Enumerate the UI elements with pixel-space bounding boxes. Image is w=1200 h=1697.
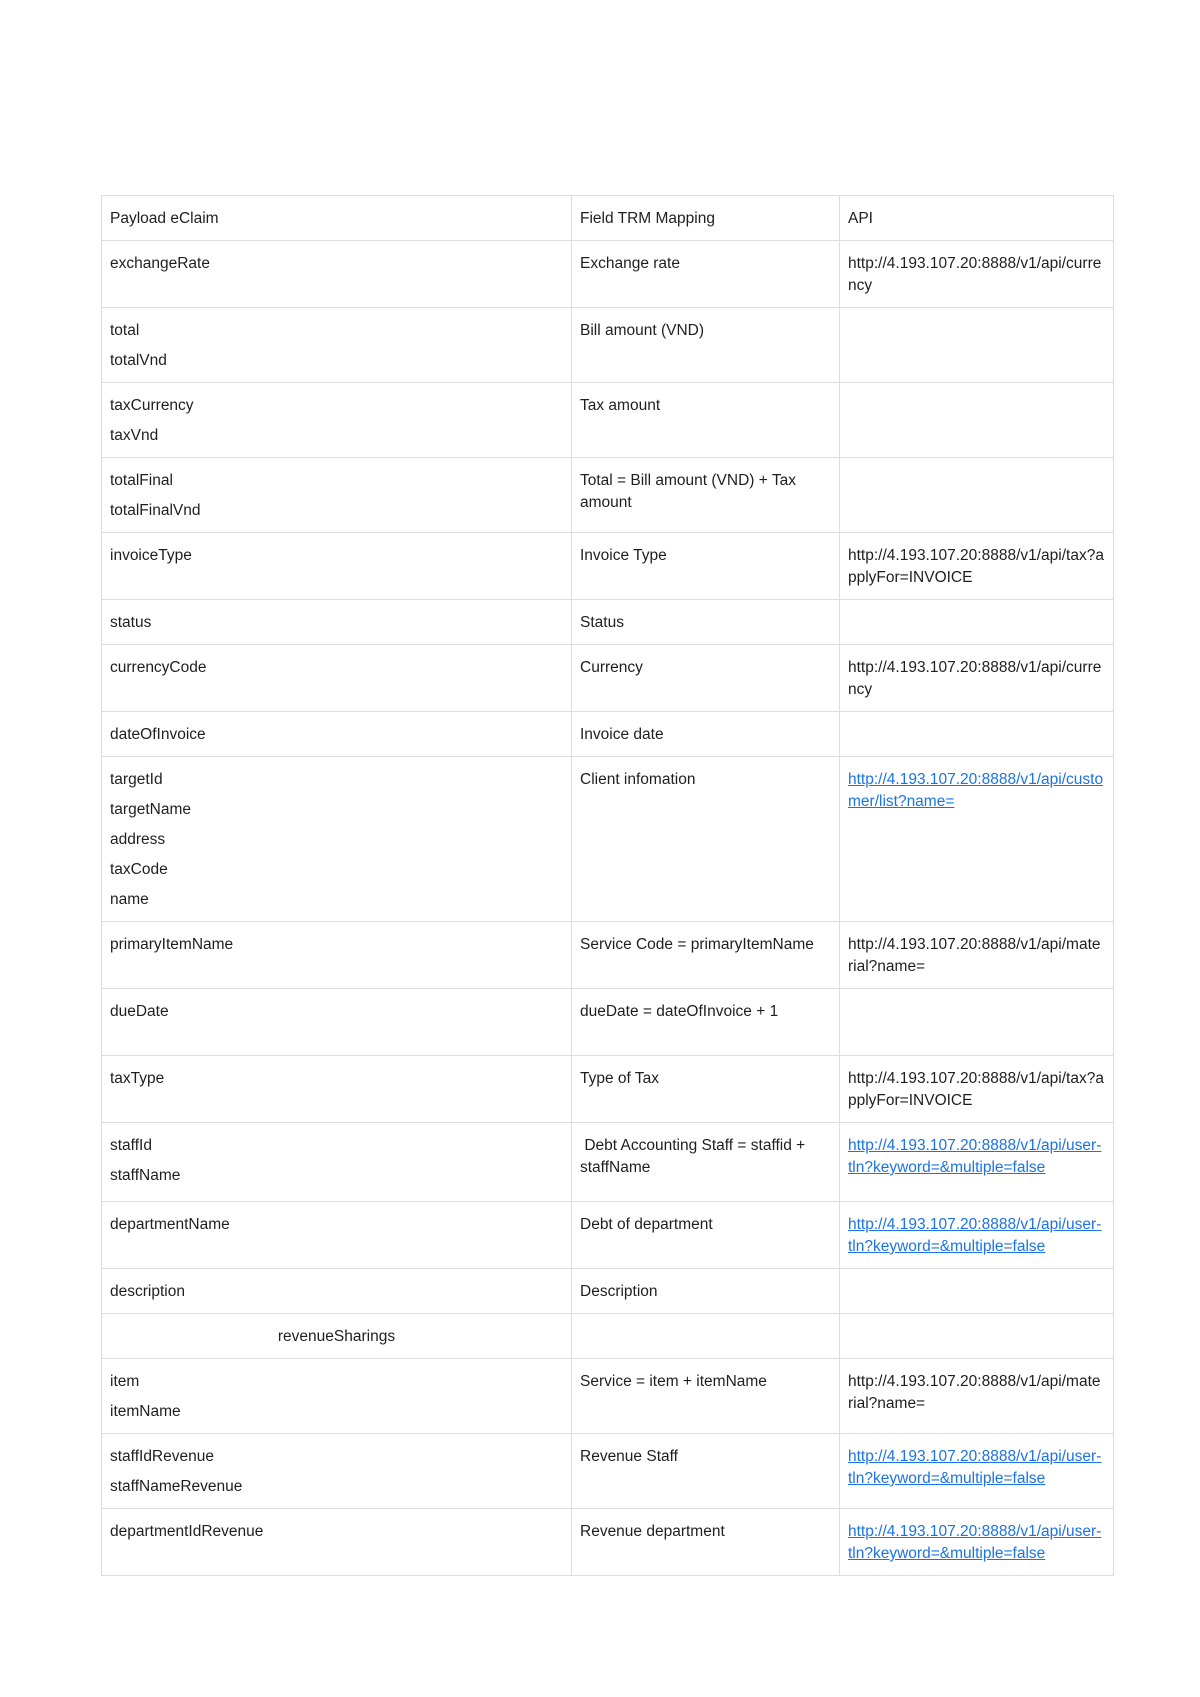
payload-cell: [102, 1434, 572, 1509]
payload-cell: [102, 308, 572, 383]
payload-field: description: [110, 1283, 185, 1300]
mapping-cell: [572, 533, 840, 600]
payload-field: taxType: [110, 1070, 165, 1087]
mapping-text: Service Code = primaryItemName: [580, 936, 814, 953]
payload-cell: [102, 757, 572, 922]
payload-cell: [102, 1359, 572, 1434]
mapping-text: Revenue Staff: [580, 1448, 678, 1465]
api-link[interactable]: http://4.193.107.20:8888/v1/api/user-tln?keyword=&multiple=false: [848, 1523, 1102, 1562]
payload-field: item: [110, 1373, 140, 1390]
mapping-cell: [572, 922, 840, 989]
api-cell: [840, 383, 1114, 458]
payload-field: staffName: [110, 1167, 181, 1184]
mapping-cell: [572, 1202, 840, 1269]
section-empty-mapping-cell: [572, 1314, 840, 1359]
payload-cell: [102, 1269, 572, 1314]
field-mapping-table: [101, 195, 1114, 1576]
mapping-text: Currency: [580, 659, 643, 676]
payload-field: totalFinal: [110, 472, 173, 489]
header-mapping: Field TRM Mapping: [580, 210, 715, 227]
table-row: [102, 989, 1114, 1056]
section-row-revenue-sharings: [102, 1314, 1114, 1359]
table-row: [102, 1359, 1114, 1434]
table-row: [102, 533, 1114, 600]
api-link[interactable]: http://4.193.107.20:8888/v1/api/user-tln?keyword=&multiple=false: [848, 1448, 1102, 1487]
mapping-text: Status: [580, 614, 624, 631]
api-cell: [840, 1269, 1114, 1314]
payload-field: targetName: [110, 801, 191, 818]
api-cell: [840, 241, 1114, 308]
mapping-text: Exchange rate: [580, 255, 680, 272]
section-empty-api-cell: [840, 1314, 1114, 1359]
mapping-cell: [572, 1056, 840, 1123]
api-url-text: http://4.193.107.20:8888/v1/api/material?name=: [848, 1373, 1101, 1412]
mapping-text: Type of Tax: [580, 1070, 659, 1087]
mapping-text: Invoice date: [580, 726, 664, 743]
table-row: [102, 1269, 1114, 1314]
section-title-cell: [102, 1314, 572, 1359]
payload-field: primaryItemName: [110, 936, 234, 953]
payload-cell: [102, 533, 572, 600]
mapping-cell: [572, 1434, 840, 1509]
api-url-text: http://4.193.107.20:8888/v1/api/tax?applyFor=INVOICE: [848, 1070, 1104, 1109]
mapping-cell: [572, 1269, 840, 1314]
payload-field: departmentIdRevenue: [110, 1523, 264, 1540]
mapping-text: Total = Bill amount (VND) + Tax amount: [580, 472, 801, 511]
payload-cell: [102, 458, 572, 533]
payload-field: taxCode: [110, 861, 168, 878]
payload-cell: [102, 922, 572, 989]
mapping-text: Tax amount: [580, 397, 661, 414]
table-row: [102, 1123, 1114, 1202]
api-cell: [840, 645, 1114, 712]
payload-field: total: [110, 322, 140, 339]
mapping-cell: [572, 645, 840, 712]
payload-field: staffId: [110, 1137, 152, 1154]
payload-cell: [102, 645, 572, 712]
table-body: [102, 196, 1114, 1576]
mapping-cell: [572, 1123, 840, 1202]
table-row: [102, 308, 1114, 383]
payload-field: address: [110, 831, 166, 848]
table-row: [102, 1509, 1114, 1576]
api-url-text: http://4.193.107.20:8888/v1/api/material?name=: [848, 936, 1101, 975]
api-cell: [840, 1202, 1114, 1269]
header-payload-cell: [102, 196, 572, 241]
mapping-text: Debt of department: [580, 1216, 713, 1233]
mapping-cell: [572, 757, 840, 922]
document-page: [101, 195, 1113, 1576]
mapping-text: Revenue department: [580, 1523, 725, 1540]
table-row: [102, 600, 1114, 645]
header-api-cell: [840, 196, 1114, 241]
header-mapping-cell: [572, 196, 840, 241]
payload-field: departmentName: [110, 1216, 230, 1233]
mapping-text: Service = item + itemName: [580, 1373, 767, 1390]
payload-field: currencyCode: [110, 659, 207, 676]
payload-field: invoiceType: [110, 547, 192, 564]
api-cell: [840, 533, 1114, 600]
section-title: revenueSharings: [277, 1328, 396, 1345]
table-header-row: [102, 196, 1114, 241]
api-cell: [840, 458, 1114, 533]
api-cell: [840, 757, 1114, 922]
table-row: [102, 1434, 1114, 1509]
header-payload: Payload eClaim: [110, 210, 219, 227]
payload-cell: [102, 1202, 572, 1269]
payload-field: taxCurrency: [110, 397, 194, 414]
payload-field: dateOfInvoice: [110, 726, 206, 743]
mapping-text: Description: [580, 1283, 658, 1300]
api-cell: [840, 1056, 1114, 1123]
api-cell: [840, 1123, 1114, 1202]
payload-field: targetId: [110, 771, 163, 788]
payload-field: itemName: [110, 1403, 181, 1420]
table-row: [102, 922, 1114, 989]
payload-field: name: [110, 891, 149, 908]
mapping-cell: [572, 600, 840, 645]
table-row: [102, 241, 1114, 308]
api-cell: [840, 1359, 1114, 1434]
api-url-text: http://4.193.107.20:8888/v1/api/tax?applyFor=INVOICE: [848, 547, 1104, 586]
mapping-cell: [572, 241, 840, 308]
mapping-cell: [572, 383, 840, 458]
table-row: [102, 458, 1114, 533]
api-url-text: http://4.193.107.20:8888/v1/api/currency: [848, 659, 1102, 698]
payload-field: staffNameRevenue: [110, 1478, 243, 1495]
payload-cell: [102, 1056, 572, 1123]
payload-field: taxVnd: [110, 427, 159, 444]
mapping-text: Client infomation: [580, 771, 696, 788]
api-cell: [840, 1509, 1114, 1576]
api-url-text: http://4.193.107.20:8888/v1/api/currency: [848, 255, 1102, 294]
mapping-cell: [572, 458, 840, 533]
api-link[interactable]: http://4.193.107.20:8888/v1/api/user-tln?keyword=&multiple=false: [848, 1137, 1102, 1176]
payload-field: totalVnd: [110, 352, 167, 369]
table-row: [102, 1202, 1114, 1269]
payload-cell: [102, 383, 572, 458]
api-cell: [840, 308, 1114, 383]
payload-field: exchangeRate: [110, 255, 210, 272]
payload-cell: [102, 989, 572, 1056]
header-api: API: [848, 210, 873, 227]
api-cell: [840, 712, 1114, 757]
table-row: [102, 757, 1114, 922]
mapping-text: dueDate = dateOfInvoice + 1: [580, 1003, 779, 1020]
api-link[interactable]: http://4.193.107.20:8888/v1/api/user-tln?keyword=&multiple=false: [848, 1216, 1102, 1255]
mapping-cell: [572, 1509, 840, 1576]
mapping-text: Debt Accounting Staff = staffid + staffName: [580, 1137, 810, 1176]
api-cell: [840, 989, 1114, 1056]
table-row: [102, 383, 1114, 458]
table-row: [102, 645, 1114, 712]
payload-cell: [102, 241, 572, 308]
mapping-text: Bill amount (VND): [580, 322, 705, 339]
api-link[interactable]: http://4.193.107.20:8888/v1/api/customer/list?name=: [848, 771, 1104, 810]
api-cell: [840, 1434, 1114, 1509]
mapping-text: Invoice Type: [580, 547, 667, 564]
table-row: [102, 1056, 1114, 1123]
payload-field: staffIdRevenue: [110, 1448, 214, 1465]
table-row: [102, 712, 1114, 757]
mapping-cell: [572, 1359, 840, 1434]
mapping-cell: [572, 989, 840, 1056]
api-cell: [840, 600, 1114, 645]
payload-cell: [102, 600, 572, 645]
payload-cell: [102, 1509, 572, 1576]
payload-field: totalFinalVnd: [110, 502, 201, 519]
payload-cell: [102, 712, 572, 757]
mapping-cell: [572, 308, 840, 383]
payload-cell: [102, 1123, 572, 1202]
payload-field: status: [110, 614, 152, 631]
api-cell: [840, 922, 1114, 989]
mapping-cell: [572, 712, 840, 757]
payload-field: dueDate: [110, 1003, 169, 1020]
